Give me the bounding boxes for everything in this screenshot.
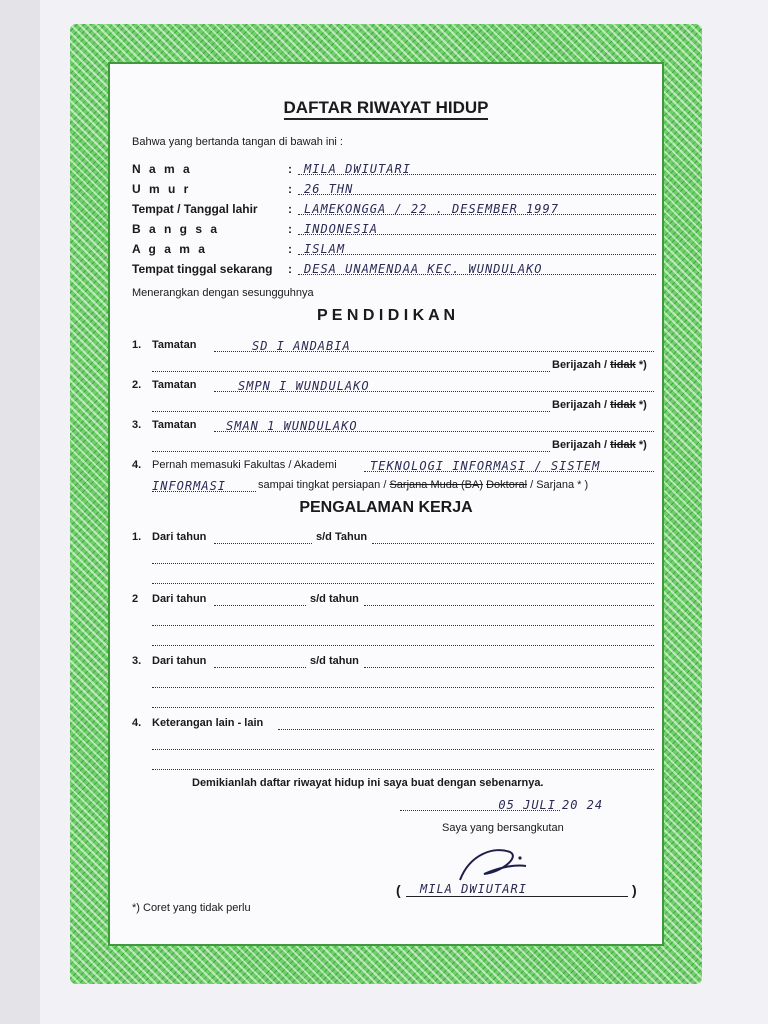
field-line (298, 240, 656, 255)
label-tempat-tinggal: Tempat tinggal sekarang (132, 262, 273, 276)
close-paren: ) (632, 882, 637, 898)
label-nama: N a m a (132, 162, 193, 176)
work-to-label: s/d tahun (310, 655, 359, 667)
work-line (152, 673, 654, 688)
field-line (298, 260, 656, 275)
open-paren: ( (396, 882, 401, 898)
work-from-line (214, 529, 312, 544)
field-line (298, 200, 656, 215)
notes-label: Keterangan lain - lain (152, 717, 264, 729)
edu-suffix: Berijazah / tidak *) (552, 359, 647, 371)
colon: : (288, 182, 292, 196)
edu-line-2 (152, 437, 550, 452)
notes-num: 4. (132, 717, 142, 729)
colon: : (288, 162, 292, 176)
work-line (152, 549, 654, 564)
edu-line (214, 377, 654, 392)
field-line (298, 180, 656, 195)
edu-suffix: Berijazah / tidak *) (552, 399, 647, 411)
edu-line-2 (152, 397, 550, 412)
work-label: Dari tahun (152, 655, 207, 667)
faculty-line (364, 457, 654, 472)
field-line (298, 220, 656, 235)
date-year: 20 24 (562, 798, 604, 812)
value-bangsa: INDONESIA (304, 222, 379, 236)
page-edge (0, 0, 40, 1024)
value-ttl: LAMEKONGGA / 22 . DESEMBER 1997 (304, 202, 559, 216)
work-to-line (372, 529, 654, 544)
label-agama: A g a m a (132, 242, 208, 256)
footnote: *) Coret yang tidak perlu (132, 902, 251, 914)
certificate-border (70, 24, 702, 984)
edu-line (214, 337, 654, 352)
edu-num: 1. (132, 339, 142, 351)
work-line (152, 569, 654, 584)
education-heading: P E N D I D I K A N (316, 307, 456, 324)
value-nama: MILA DWIUTARI (304, 162, 411, 176)
work-line (152, 631, 654, 646)
statement-text: Menerangkan dengan sesungguhnya (132, 287, 314, 299)
work-label: Dari tahun (152, 531, 207, 543)
faculty-num: 4. (132, 459, 142, 471)
value-agama: ISLAM (304, 242, 346, 256)
work-num: 3. (132, 655, 142, 667)
value-tempat-tinggal: DESA UNAMENDAA KEC. WUNDULAKO (304, 262, 543, 276)
faculty-value-2: INFORMASI (152, 479, 227, 493)
label-ttl: Tempat / Tanggal lahir (132, 202, 258, 216)
work-num: 2 (132, 593, 139, 605)
intro-text: Bahwa yang bertanda tangan di bawah ini : (132, 136, 343, 148)
edu-line (214, 417, 654, 432)
edu-line-2 (152, 357, 550, 372)
label-umur: U m u r (132, 182, 191, 196)
form-paper (108, 62, 664, 946)
signer-name: MILA DWIUTARI (420, 882, 527, 896)
edu-value-2: SMPN I WUNDULAKO (238, 379, 370, 393)
edu-suffix: Berijazah / tidak *) (552, 439, 647, 451)
edu-label: Tamatan (152, 379, 197, 391)
faculty-level: sampai tingkat persiapan / Sarjana Muda (BA) Doktoral / Sarjana * ) (258, 479, 589, 491)
faculty-label: Pernah memasuki Fakultas / Akademi (152, 459, 337, 471)
edu-value-3: SMAN 1 WUNDULAKO (226, 419, 358, 433)
work-to-label: s/d Tahun (316, 531, 368, 543)
closing-text: Demikianlah daftar riwayat hidup ini saya buat dengan sebenarnya. (192, 777, 544, 789)
faculty-value-1: TEKNOLOGI INFORMASI / SISTEM (370, 459, 601, 473)
label-bangsa: B a n g s a (132, 222, 220, 236)
date-day: 05 JULI (498, 798, 556, 812)
work-line (152, 611, 654, 626)
notes-line (152, 735, 654, 750)
work-to-line (364, 653, 654, 668)
edu-label: Tamatan (152, 339, 197, 351)
edu-num: 2. (132, 379, 142, 391)
field-line (298, 160, 656, 175)
colon: : (288, 262, 292, 276)
work-from-line (214, 591, 306, 606)
form-title: DAFTAR RIWAYAT HIDUP (110, 98, 662, 118)
signer-label: Saya yang bersangkutan (442, 822, 564, 834)
edu-label: Tamatan (152, 419, 197, 431)
work-label: Dari tahun (152, 593, 207, 605)
colon: : (288, 222, 292, 236)
value-umur: 26 THN (304, 182, 354, 196)
work-to-line (364, 591, 654, 606)
work-to-label: s/d tahun (310, 593, 359, 605)
edu-num: 3. (132, 419, 142, 431)
notes-line (278, 715, 654, 730)
edu-value-1: SD I ANDABIA (252, 339, 351, 353)
work-num: 1. (132, 531, 142, 543)
signer-line (406, 880, 628, 897)
work-line (152, 693, 654, 708)
notes-line (152, 755, 654, 770)
work-from-line (214, 653, 306, 668)
colon: : (288, 202, 292, 216)
faculty-line-2 (152, 477, 256, 492)
date-line (400, 796, 560, 811)
work-heading: PENGALAMAN KERJA (299, 499, 473, 516)
colon: : (288, 242, 292, 256)
